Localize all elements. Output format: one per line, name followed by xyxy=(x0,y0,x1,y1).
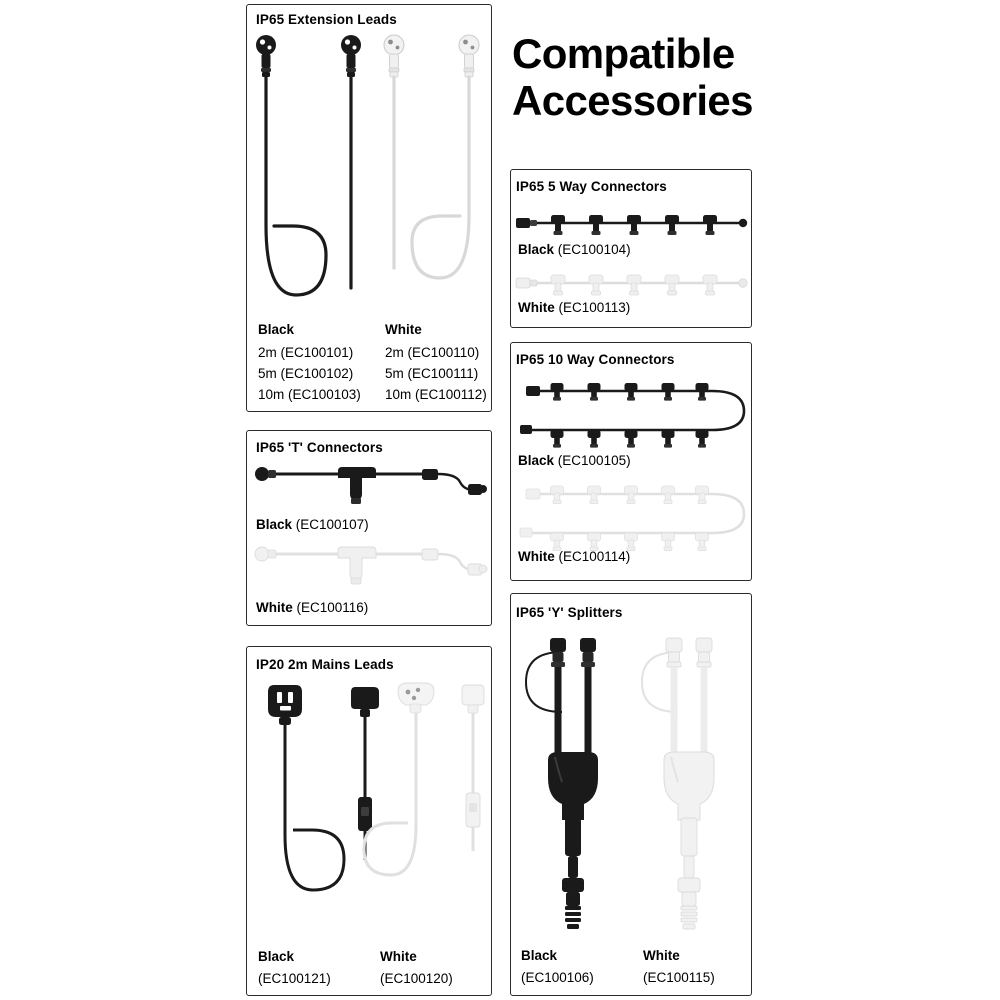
extension-leads-black-label: Black xyxy=(258,322,295,337)
y-splitter-white-label: White xyxy=(643,948,680,963)
five-way-black-label: Black (EC100104) xyxy=(518,242,631,257)
y-splitter-black-code: (EC100106) xyxy=(521,970,594,985)
five-way-black-artwork xyxy=(512,205,752,245)
mains-lead-white-code: (EC100120) xyxy=(380,971,453,986)
page-title-line-2: Accessories xyxy=(512,77,753,125)
panel-t-connectors-title: IP65 'T' Connectors xyxy=(256,440,383,455)
mains-leads-artwork xyxy=(248,675,490,935)
extension-leads-white-label: White xyxy=(385,322,422,337)
t-connector-white-label: White (EC100116) xyxy=(256,600,369,615)
extension-lead-white-a xyxy=(384,35,404,268)
page-title-line-1: Compatible xyxy=(512,30,735,77)
mains-lead-white-label: White xyxy=(380,949,417,964)
mains-lead-white-iec xyxy=(462,685,484,851)
extension-lead-black-a xyxy=(256,35,326,295)
mains-lead-black-code: (EC100121) xyxy=(258,971,331,986)
extension-leads-black-spec-2: 5m (EC100102) xyxy=(258,366,354,381)
extension-leads-white-spec-1: 2m (EC100110) xyxy=(385,345,480,360)
y-splitter-black-label: Black xyxy=(521,948,558,963)
panel-mains-leads-title: IP20 2m Mains Leads xyxy=(256,657,394,672)
panel-5-way-connectors-title: IP65 5 Way Connectors xyxy=(516,179,667,194)
five-way-white-artwork xyxy=(512,265,752,305)
extension-lead-white-b xyxy=(412,35,479,278)
t-connector-black-artwork xyxy=(250,460,488,512)
y-splitter-black-artwork xyxy=(518,630,636,940)
y-splitter-white-code: (EC100115) xyxy=(643,970,715,985)
extension-leads-black-spec-1: 2m (EC100101) xyxy=(258,345,354,360)
t-connector-black-label: Black (EC100107) xyxy=(256,517,369,532)
mains-lead-white-uk-plug xyxy=(364,683,434,875)
extension-leads-white-spec-2: 5m (EC100111) xyxy=(385,366,479,381)
five-way-white-label: White (EC100113) xyxy=(518,300,631,315)
ten-way-black-artwork xyxy=(512,375,752,445)
mains-lead-black-uk-plug xyxy=(268,685,344,890)
extension-lead-black-b xyxy=(341,35,361,288)
extension-leads-artwork xyxy=(246,30,492,320)
ten-way-white-label: White (EC100114) xyxy=(518,549,631,564)
mains-lead-black-label: Black xyxy=(258,949,295,964)
panel-extension-leads-title: IP65 Extension Leads xyxy=(256,12,397,27)
panel-10-way-connectors-title: IP65 10 Way Connectors xyxy=(516,352,675,367)
t-connector-white-artwork xyxy=(250,540,488,592)
y-splitter-white-artwork xyxy=(634,630,752,940)
page-title xyxy=(512,30,982,124)
panel-y-splitters-title: IP65 'Y' Splitters xyxy=(516,605,623,620)
extension-leads-white-spec-3: 10m (EC100112) xyxy=(385,387,487,402)
extension-leads-black-spec-3: 10m (EC100103) xyxy=(258,387,361,402)
ten-way-white-artwork xyxy=(512,478,752,548)
ten-way-black-label: Black (EC100105) xyxy=(518,453,631,468)
mains-lead-black-iec xyxy=(351,687,379,860)
